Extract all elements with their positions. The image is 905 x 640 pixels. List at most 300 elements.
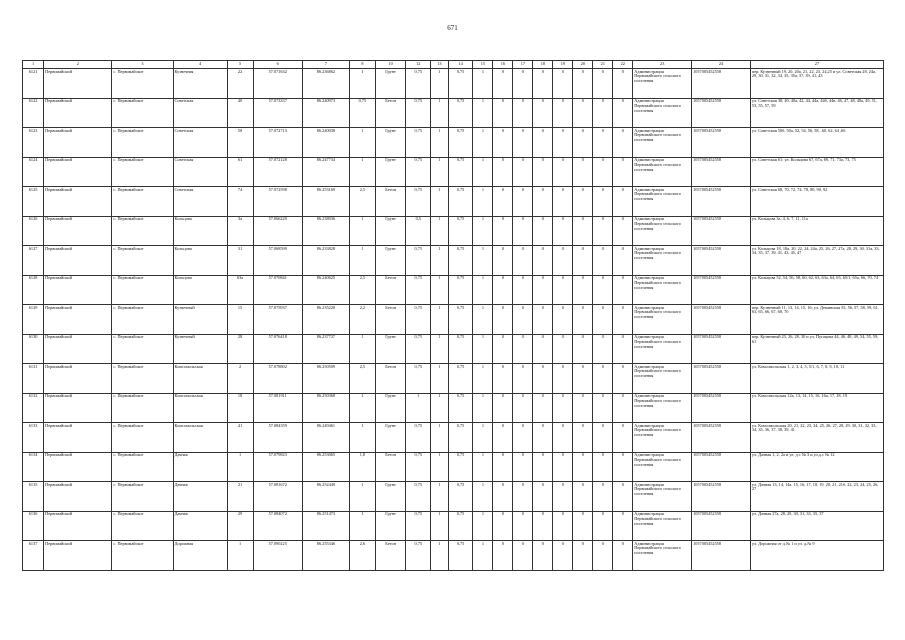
- table-cell: 63а: [227, 275, 253, 305]
- table-cell: ул. Кольцова 52, 54, 56, 58, 60, 62, 63, 63а, 64, 65, 65/1, 65а, 66, 70, 74: [750, 275, 883, 305]
- table-cell: 0: [613, 275, 633, 305]
- table-cell: 57.081911: [253, 393, 302, 423]
- table-cell: 0: [553, 305, 573, 335]
- table-cell: пер. Кузнечный 23, 26, 28, 30 и ул. Пугацова 44, 46, 48, 49, 54, 55, 59, 61: [750, 334, 883, 364]
- table-row: [23, 98, 884, 128]
- table-cell: 0: [573, 275, 593, 305]
- table-row: [23, 452, 884, 482]
- table-cell: 0: [573, 482, 593, 512]
- table-cell: 1: [431, 275, 449, 305]
- table-cell: 0: [613, 187, 633, 217]
- column-number-cell: 7: [302, 61, 349, 69]
- table-cell: 0: [613, 69, 633, 99]
- table-cell: 0,75: [406, 452, 431, 482]
- table-cell: ул. Дачная 27а, 28, 29, 30, 31, 33, 35, 37: [750, 511, 883, 541]
- table-cell: 0: [553, 128, 573, 158]
- waste-site-registry-table: [22, 60, 884, 571]
- table-cell: 1: [349, 157, 375, 187]
- table-cell: 0: [533, 334, 553, 364]
- table-row: [23, 364, 884, 394]
- table-cell: с. Первомайское: [112, 511, 173, 541]
- table-cell: 0: [613, 393, 633, 423]
- table-cell: 1: [431, 334, 449, 364]
- table-cell: с. Первомайское: [112, 334, 173, 364]
- table-cell: 0: [593, 452, 613, 482]
- table-cell: Грунт: [375, 246, 406, 276]
- table-cell: с. Первомайское: [112, 305, 173, 335]
- table-cell: Администрация Первомайского сельского поселения: [633, 305, 692, 335]
- table-cell: 6123: [23, 128, 44, 158]
- table-cell: Первомайский: [44, 246, 112, 276]
- table-cell: Администрация Первомайского сельского поселения: [633, 334, 692, 364]
- table-cell: 57.070841: [253, 275, 302, 305]
- table-cell: с. Первомайское: [112, 187, 173, 217]
- table-cell: 0: [613, 334, 633, 364]
- column-number-cell: 15: [473, 61, 493, 69]
- table-cell: Бетон: [375, 364, 406, 394]
- table-cell: 0,75: [448, 452, 473, 482]
- column-number-cell: 3: [112, 61, 173, 69]
- column-number-cell: 17: [513, 61, 533, 69]
- table-cell: 86.253169: [302, 187, 349, 217]
- table-cell: 0: [573, 157, 593, 187]
- column-number-cell: 23: [633, 61, 692, 69]
- column-number-cell: 10: [375, 61, 406, 69]
- table-cell: 1057005452558: [692, 69, 751, 99]
- table-cell: 1: [473, 246, 493, 276]
- column-number-cell: 2: [44, 61, 112, 69]
- table-cell: с. Первомайское: [112, 482, 173, 512]
- table-cell: 0,75: [448, 98, 473, 128]
- table-cell: 57.075937: [253, 305, 302, 335]
- table-cell: 0,75: [406, 157, 431, 187]
- table-cell: 0: [613, 364, 633, 394]
- table-cell: 0,75: [448, 541, 473, 571]
- table-cell: 1: [431, 216, 449, 246]
- table-cell: 0: [513, 393, 533, 423]
- table-cell: Грунт: [375, 482, 406, 512]
- table-cell: Первомайский: [44, 423, 112, 453]
- table-cell: 0: [613, 423, 633, 453]
- table-cell: 0: [493, 187, 513, 217]
- table-cell: 1057005452558: [692, 128, 751, 158]
- table-cell: Администрация Первомайского сельского поселения: [633, 541, 692, 571]
- table-cell: Администрация Первомайского сельского поселения: [633, 157, 692, 187]
- table-cell: ул. Комсомольская 1, 2, 3, 4, 5, 5/1, 6, 7, 8, 9, 10, 11: [750, 364, 883, 394]
- table-cell: 0: [513, 305, 533, 335]
- table-cell: ул. Комсомольская 20, 21, 22, 23, 24, 25, 26, 27, 28, 29, 30, 31, 32, 33, 34, 35, 36, 37, 38, 39, 41: [750, 423, 883, 453]
- table-cell: 1: [431, 364, 449, 394]
- table-cell: Кольцова: [173, 275, 227, 305]
- table-cell: 0: [513, 452, 533, 482]
- table-cell: 0: [613, 541, 633, 571]
- table-cell: 0: [513, 275, 533, 305]
- table-cell: 0: [533, 423, 553, 453]
- table-cell: 0: [553, 364, 573, 394]
- table-cell: 0: [493, 69, 513, 99]
- table-cell: 1: [473, 452, 493, 482]
- table-row: [23, 69, 884, 99]
- table-cell: 1057005452558: [692, 187, 751, 217]
- table-cell: 0: [513, 187, 533, 217]
- table-cell: Первомайский: [44, 275, 112, 305]
- table-cell: 0: [553, 334, 573, 364]
- table-cell: Администрация Первомайского сельского поселения: [633, 275, 692, 305]
- table-cell: ул. Дачная 13, 14, 14а, 15, 16, 17, 18, 19, 20, 21, 21б, 22, 23, 24, 25, 26, 27: [750, 482, 883, 512]
- table-cell: Администрация Первомайского сельского поселения: [633, 452, 692, 482]
- table-cell: Первомайский: [44, 452, 112, 482]
- column-number-cell: 12: [406, 61, 431, 69]
- table-cell: Грунт: [375, 423, 406, 453]
- table-cell: 1: [349, 423, 375, 453]
- table-cell: 1057005452558: [692, 364, 751, 394]
- table-cell: 41: [227, 423, 253, 453]
- table-cell: Грунт: [375, 334, 406, 364]
- table-cell: Комсомольская: [173, 393, 227, 423]
- table-cell: 1,8: [349, 452, 375, 482]
- table-cell: Дачная: [173, 511, 227, 541]
- table-cell: Советская: [173, 187, 227, 217]
- table-cell: 0,75: [349, 98, 375, 128]
- table-cell: Администрация Первомайского сельского поселения: [633, 511, 692, 541]
- table-cell: 0: [493, 128, 513, 158]
- table-cell: 57.068599: [253, 246, 302, 276]
- table-cell: 0: [533, 541, 553, 571]
- table-cell: 0: [573, 364, 593, 394]
- table-cell: 1: [473, 364, 493, 394]
- table-cell: 0: [573, 305, 593, 335]
- table-cell: 61: [227, 157, 253, 187]
- table-cell: 0,75: [448, 69, 473, 99]
- table-cell: с. Первомайское: [112, 393, 173, 423]
- table-cell: 2,5: [349, 187, 375, 217]
- table-cell: с. Первомайское: [112, 69, 173, 99]
- table-cell: 0,75: [448, 423, 473, 453]
- table-cell: Грунт: [375, 511, 406, 541]
- table-cell: 1: [349, 246, 375, 276]
- table-cell: Кузнечная: [173, 69, 227, 99]
- table-cell: 1: [349, 482, 375, 512]
- table-cell: ул. Комсомольская 12а, 13, 14, 15, 16, 16а, 17, 18, 19: [750, 393, 883, 423]
- table-cell: 1: [431, 157, 449, 187]
- table-cell: 0,75: [448, 334, 473, 364]
- table-cell: 0: [513, 511, 533, 541]
- table-cell: 57.071632: [253, 69, 302, 99]
- table-cell: 57.079823: [253, 452, 302, 482]
- table-cell: Первомайский: [44, 541, 112, 571]
- table-cell: 86.233828: [302, 246, 349, 276]
- table-cell: 1: [431, 452, 449, 482]
- table-cell: 0: [533, 157, 553, 187]
- table-cell: 0,75: [448, 393, 473, 423]
- table-cell: Администрация Первомайского сельского поселения: [633, 187, 692, 217]
- table-cell: 0: [553, 423, 573, 453]
- table-cell: 0,75: [406, 187, 431, 217]
- table-cell: 1: [406, 393, 431, 423]
- table-cell: Первомайский: [44, 393, 112, 423]
- table-cell: 86.240038: [302, 128, 349, 158]
- table-cell: 0: [513, 541, 533, 571]
- table-cell: 0: [573, 128, 593, 158]
- table-cell: 57.090225: [253, 541, 302, 571]
- table-cell: 0: [513, 482, 533, 512]
- table-cell: 0: [533, 187, 553, 217]
- table-row: [23, 423, 884, 453]
- table-cell: 86.238036: [302, 216, 349, 246]
- table-cell: 6128: [23, 275, 44, 305]
- table-cell: 0,75: [448, 482, 473, 512]
- column-number-header-row: [23, 61, 884, 69]
- table-cell: 0: [613, 452, 633, 482]
- table-cell: 0: [493, 393, 513, 423]
- table-cell: 1: [349, 216, 375, 246]
- table-cell: 1: [431, 482, 449, 512]
- table-cell: 0: [513, 334, 533, 364]
- table-row: [23, 334, 884, 364]
- table-cell: 86.237737: [302, 334, 349, 364]
- table-cell: 0: [533, 216, 553, 246]
- table-cell: 1: [431, 393, 449, 423]
- table-cell: 0: [513, 423, 533, 453]
- table-cell: 1: [227, 541, 253, 571]
- table-cell: Первомайский: [44, 364, 112, 394]
- table-cell: Первомайский: [44, 305, 112, 335]
- table-cell: 0: [573, 452, 593, 482]
- table-cell: 6137: [23, 541, 44, 571]
- table-cell: 0: [553, 541, 573, 571]
- table-cell: 6129: [23, 305, 44, 335]
- table-cell: 6125: [23, 187, 44, 217]
- table-row: [23, 541, 884, 571]
- table-cell: 1057005452558: [692, 393, 751, 423]
- table-cell: 57.084359: [253, 423, 302, 453]
- table-cell: 1: [431, 541, 449, 571]
- table-cell: 6136: [23, 511, 44, 541]
- table-cell: Комсомольская: [173, 364, 227, 394]
- table-cell: Администрация Первомайского сельского поселения: [633, 482, 692, 512]
- table-cell: 1057005452558: [692, 423, 751, 453]
- table-cell: Администрация Первомайского сельского поселения: [633, 69, 692, 99]
- table-cell: 1057005452558: [692, 216, 751, 246]
- table-cell: 0: [493, 452, 513, 482]
- table-cell: 0,75: [406, 423, 431, 453]
- table-cell: 1: [473, 157, 493, 187]
- table-cell: 86.240973: [302, 98, 349, 128]
- table-cell: 0: [593, 423, 613, 453]
- table-cell: 0: [593, 305, 613, 335]
- table-cell: 1: [473, 511, 493, 541]
- table-cell: 21: [227, 482, 253, 512]
- table-cell: Администрация Первомайского сельского поселения: [633, 216, 692, 246]
- table-cell: 0: [533, 69, 553, 99]
- table-cell: 0: [533, 98, 553, 128]
- table-row: [23, 187, 884, 217]
- table-cell: 0: [573, 187, 593, 217]
- table-cell: Администрация Первомайского сельского поселения: [633, 393, 692, 423]
- table-cell: 0: [613, 157, 633, 187]
- table-cell: 0: [553, 187, 573, 217]
- table-cell: 57.084072: [253, 511, 302, 541]
- table-cell: 6121: [23, 69, 44, 99]
- table-cell: Первомайский: [44, 482, 112, 512]
- table-cell: с. Первомайское: [112, 275, 173, 305]
- table-cell: 0: [513, 157, 533, 187]
- table-cell: 0,75: [448, 305, 473, 335]
- table-cell: Администрация Первомайского сельского поселения: [633, 364, 692, 394]
- table-cell: 1057005452558: [692, 246, 751, 276]
- table-cell: ул. Кольцова 18, 18а, 20, 22, 24, 24а, 25, 26, 27, 27а, 28, 29, 30, 31а, 33, 34, 35, 37, 39, 41, 43, 45, 47: [750, 246, 883, 276]
- table-cell: 6133: [23, 423, 44, 453]
- table-cell: 57.078802: [253, 364, 302, 394]
- table-cell: 0: [613, 128, 633, 158]
- table-cell: 1: [349, 511, 375, 541]
- column-number-cell: 24: [692, 61, 751, 69]
- table-cell: 57.066229: [253, 216, 302, 246]
- table-cell: 86.240625: [302, 275, 349, 305]
- table-row: [23, 482, 884, 512]
- table-cell: 0: [613, 216, 633, 246]
- table-cell: с. Первомайское: [112, 246, 173, 276]
- table-cell: 58: [227, 128, 253, 158]
- table-cell: 0: [493, 98, 513, 128]
- table-cell: Бетон: [375, 452, 406, 482]
- column-number-cell: 13: [431, 61, 449, 69]
- table-cell: 1: [473, 393, 493, 423]
- table-cell: 57.081672: [253, 482, 302, 512]
- table-cell: ул. Советская 61; ул. Кольцова 67, 67а, 69, 71, 73а, 73, 75: [750, 157, 883, 187]
- table-cell: 1: [473, 128, 493, 158]
- table-cell: 57.072713: [253, 128, 302, 158]
- table-cell: 28: [227, 334, 253, 364]
- table-cell: Бетон: [375, 305, 406, 335]
- table-cell: 0: [493, 157, 513, 187]
- table-cell: 57.072128: [253, 157, 302, 187]
- table-cell: Бетон: [375, 187, 406, 217]
- column-number-cell: 27: [750, 61, 883, 69]
- table-cell: Первомайский: [44, 69, 112, 99]
- table-cell: с. Первомайское: [112, 98, 173, 128]
- table-cell: 0: [513, 69, 533, 99]
- table-cell: 0: [573, 246, 593, 276]
- table-cell: 0: [553, 98, 573, 128]
- table-cell: 0: [593, 246, 613, 276]
- table-cell: 6126: [23, 216, 44, 246]
- table-cell: 0: [513, 216, 533, 246]
- table-cell: 0: [613, 98, 633, 128]
- table-cell: 0: [493, 511, 513, 541]
- table-cell: 1: [227, 452, 253, 482]
- table-cell: 0: [533, 511, 553, 541]
- table-cell: Грунт: [375, 157, 406, 187]
- table-cell: с. Первомайское: [112, 128, 173, 158]
- table-cell: 0: [513, 98, 533, 128]
- table-cell: 0: [593, 541, 613, 571]
- table-cell: с. Первомайское: [112, 157, 173, 187]
- table-cell: 0: [513, 128, 533, 158]
- table-cell: ул. Советская 38, 40, 40а, 42, 44, 44а, 44б, 44в, 46, 47, 48, 48а, 49, 51, 53, 55, 57, 59: [750, 98, 883, 128]
- table-cell: Грунт: [375, 216, 406, 246]
- table-cell: Администрация Первомайского сельского поселения: [633, 128, 692, 158]
- table-cell: 0: [613, 305, 633, 335]
- table-cell: 0,75: [448, 246, 473, 276]
- table-cell: Первомайский: [44, 334, 112, 364]
- table-cell: 0: [593, 364, 613, 394]
- table-cell: Администрация Первомайского сельского поселения: [633, 246, 692, 276]
- table-cell: 3а: [227, 216, 253, 246]
- table-cell: 1: [431, 98, 449, 128]
- table-cell: 1057005452558: [692, 511, 751, 541]
- table-cell: 0: [573, 393, 593, 423]
- table-cell: 0: [493, 334, 513, 364]
- column-number-cell: 8: [349, 61, 375, 69]
- table-cell: 0: [573, 423, 593, 453]
- table-cell: 0: [493, 541, 513, 571]
- table-cell: 1: [431, 246, 449, 276]
- column-number-cell: 22: [613, 61, 633, 69]
- table-cell: 0,75: [406, 541, 431, 571]
- table-cell: Советская: [173, 98, 227, 128]
- table-cell: 0: [553, 482, 573, 512]
- table-cell: 6131: [23, 364, 44, 394]
- table-cell: Первомайский: [44, 98, 112, 128]
- table-cell: 0: [573, 541, 593, 571]
- table-cell: 57.073337: [253, 98, 302, 128]
- table-cell: 0,75: [406, 482, 431, 512]
- table-cell: 1: [473, 305, 493, 335]
- table-cell: 0: [513, 246, 533, 276]
- table-cell: 0,75: [448, 275, 473, 305]
- table-cell: 1057005452558: [692, 541, 751, 571]
- table-cell: 1: [349, 393, 375, 423]
- table-cell: Первомайский: [44, 216, 112, 246]
- table-cell: пер. Кузнечный 11, 13, 14, 15, 16; ул. Деминская 55, 56, 57, 58, 59, 61, 63, 65, 66, 67, 68, 70: [750, 305, 883, 335]
- table-cell: 0,75: [406, 69, 431, 99]
- table-cell: Бетон: [375, 98, 406, 128]
- table-cell: с. Первомайское: [112, 541, 173, 571]
- table-cell: 0: [613, 482, 633, 512]
- table-cell: 1: [473, 482, 493, 512]
- table-cell: 0: [533, 305, 553, 335]
- table-cell: 0: [553, 157, 573, 187]
- table-cell: 18: [227, 393, 253, 423]
- table-cell: Администрация Первомайского сельского поселения: [633, 423, 692, 453]
- table-cell: 6124: [23, 157, 44, 187]
- table-cell: 0,75: [406, 305, 431, 335]
- table-cell: 0: [593, 98, 613, 128]
- table-cell: Советская: [173, 128, 227, 158]
- table-cell: пер. Кузнечный 19, 20, 20а, 21, 22, 23, 24,25 и ул. Советская 28, 24а, 29, 30, 31, 32, 34, 35, 35а, 37, 39, 41, 43: [750, 69, 883, 99]
- table-cell: 1057005452558: [692, 452, 751, 482]
- table-cell: Грунт: [375, 128, 406, 158]
- table-cell: Администрация Первомайского сельского поселения: [633, 98, 692, 128]
- table-cell: 86.250509: [302, 364, 349, 394]
- table-cell: Советская: [173, 157, 227, 187]
- table-cell: 0: [553, 393, 573, 423]
- table-row: [23, 128, 884, 158]
- table-cell: 1057005452558: [692, 334, 751, 364]
- table-cell: 1: [473, 541, 493, 571]
- table-cell: 1: [431, 305, 449, 335]
- table-cell: 6132: [23, 393, 44, 423]
- table-cell: ул. Советская 68, 70, 72, 74, 78, 80, 90, 92: [750, 187, 883, 217]
- column-number-cell: 5: [227, 61, 253, 69]
- table-cell: 1: [431, 511, 449, 541]
- table-cell: с. Первомайское: [112, 364, 173, 394]
- table-cell: Дачная: [173, 482, 227, 512]
- table-cell: 0: [593, 275, 613, 305]
- table-cell: 1: [473, 334, 493, 364]
- table-cell: 0: [553, 216, 573, 246]
